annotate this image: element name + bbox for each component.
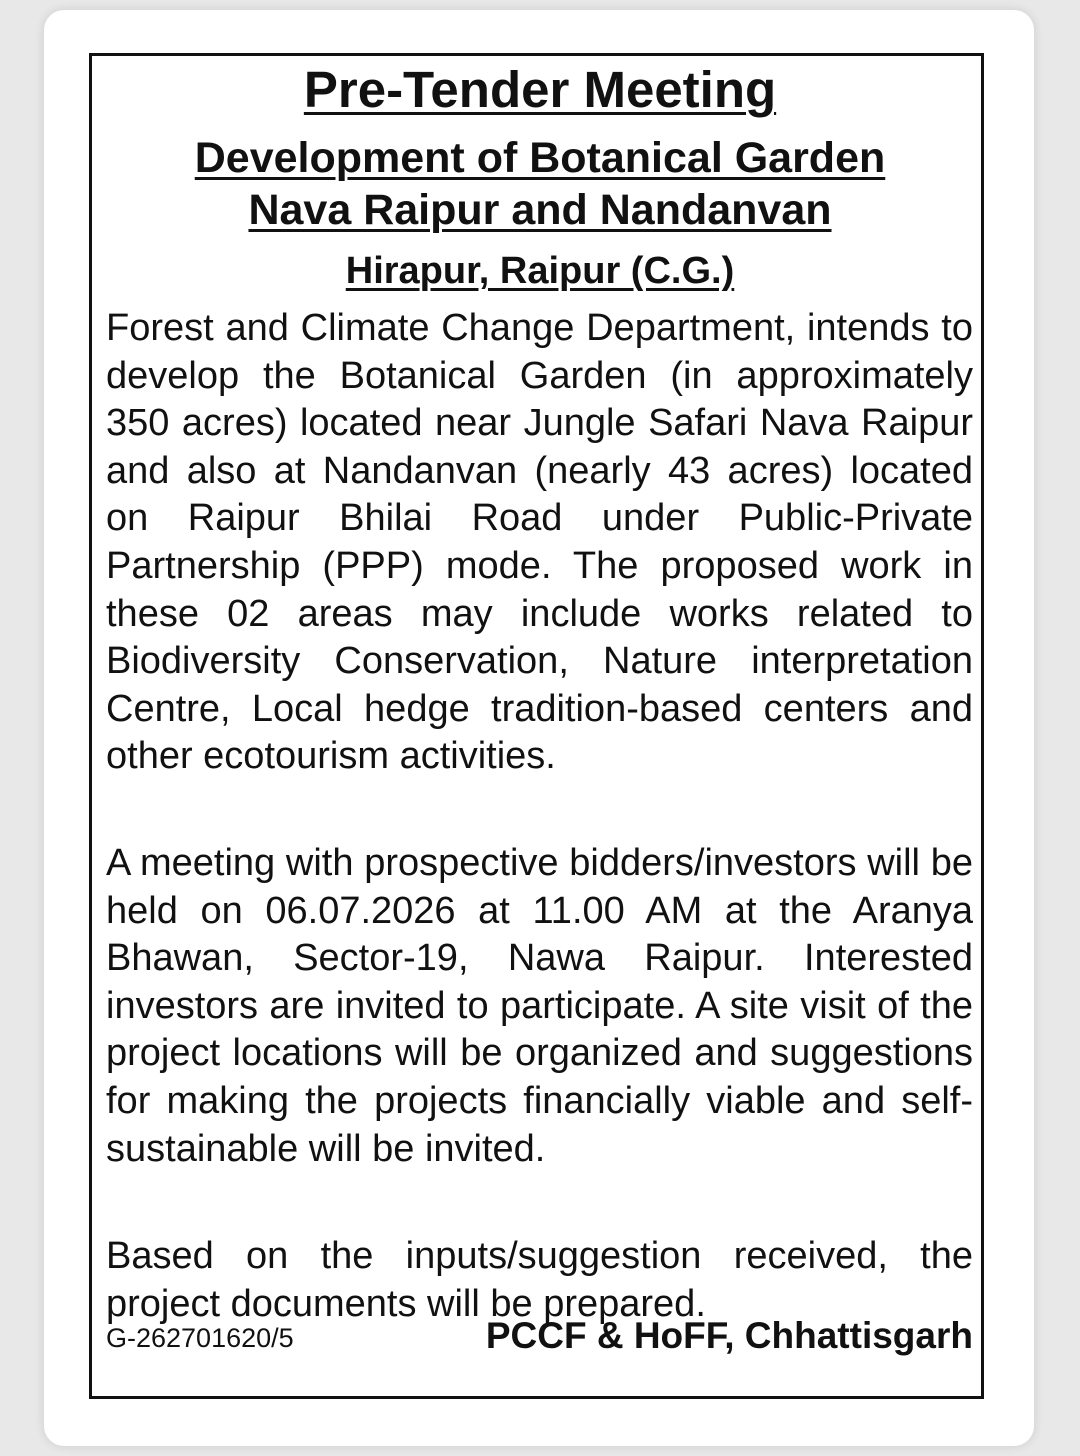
notice-subtitle-line1: Development of Botanical Garden	[194, 134, 886, 182]
notice-paragraph-documents: Based on the inputs/suggestion received, the project documents will be prepared.	[106, 1235, 973, 1325]
notice-reference-code: G-262701620/5	[106, 1323, 294, 1353]
notice-subtitle-line2: Nava Raipur and Nandanvan	[248, 186, 832, 234]
notice-signatory: PCCF & HoFF, Chhattisgarh	[485, 1315, 973, 1356]
notice-paragraph-intro: Forest and Climate Change Department, intends to develop the Botanical Garden (in approximately 350 acres) located near Jungle Safari Nava Raipur and also at Nandanvan (nearly 43 acres) located on Raipur Bhilai Road under Public-Private Partnership (PPP) mode. The proposed work in these 02 areas may include works related to Biodiversity Conservation, Nature interpretation Centre, Local hedge tradition-based centers and other ecotourism activities.	[106, 307, 973, 778]
notice-paragraph-meeting: A meeting with prospective bidders/investors will be held on 06.07.2026 at 11.00 AM at the Aranya Bhawan, Sector-19, Nawa Raipur. Interested investors are invited to participate. A site visit of the project locations will be organized and suggestions for making the projects financially viable and self-sustainable will be invited.	[106, 842, 973, 1170]
notice-location: Hirapur, Raipur (C.G.)	[345, 250, 735, 292]
notice-title: Pre-Tender Meeting	[303, 61, 777, 118]
